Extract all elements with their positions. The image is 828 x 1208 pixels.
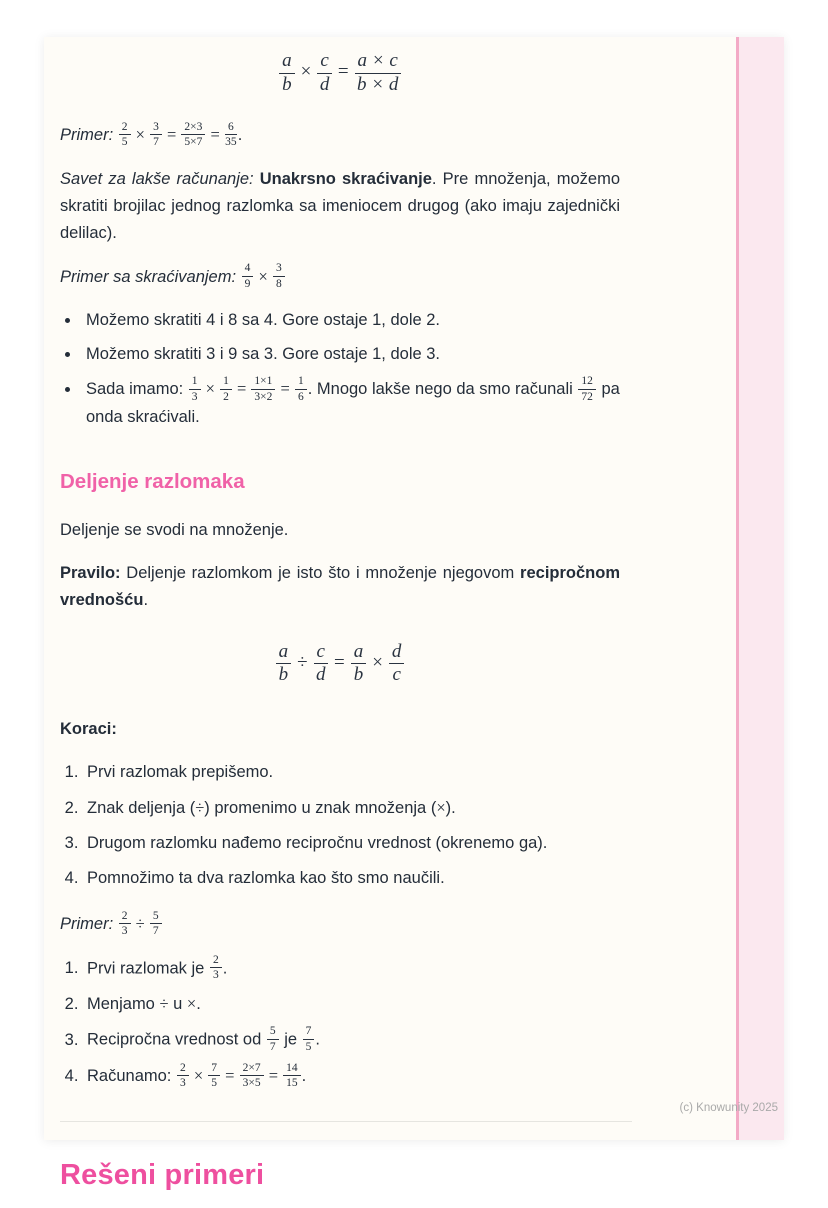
paragraph-deljenje-intro: Deljenje se svodi na množenje. xyxy=(60,520,289,539)
paragraph-pravilo xyxy=(60,560,620,614)
fraction: $\frac{7}{5}$ xyxy=(208,1062,220,1090)
fraction: $\frac{a}{b}$ xyxy=(351,642,367,686)
paragraph-savet-cross-cancel xyxy=(60,166,620,247)
text-run: × xyxy=(436,797,446,817)
list-item xyxy=(81,375,620,431)
text-run: Recipročna vrednost od xyxy=(87,1030,266,1049)
copyright-watermark: (c) Knowunity 2025 xyxy=(679,1102,778,1114)
list-item xyxy=(83,955,620,983)
text-run: u xyxy=(168,995,187,1014)
bullet-list-cancel-steps xyxy=(60,307,620,431)
fraction: $\frac{7}{5}$ xyxy=(303,1025,315,1053)
text-run: Deljenje razlomkom je isto što i množenje njegovom xyxy=(126,563,521,582)
list-item xyxy=(83,1026,620,1054)
text-run: recipročnom vrednošću xyxy=(60,563,620,609)
section-divider xyxy=(60,1121,632,1122)
fraction: $\frac{2}{5}$ xyxy=(119,121,131,149)
text-run: Znak deljenja ( xyxy=(87,798,196,817)
fraction: $\frac{3}{8}$ xyxy=(273,262,285,290)
fraction: $\frac{3}{7}$ xyxy=(150,121,162,149)
text-run: ÷ xyxy=(297,652,308,674)
text-run: × xyxy=(201,379,220,399)
text-run: ). xyxy=(445,798,456,817)
formula-division-rule xyxy=(60,642,620,686)
fraction: $\frac{d}{c}$ xyxy=(389,642,405,686)
text-run: Pravilo: xyxy=(60,563,127,582)
text-run: . xyxy=(222,958,228,977)
fraction: $\frac{1}{3}$ xyxy=(189,375,201,403)
text-run: Unakrsno skraćivanje xyxy=(259,169,432,188)
label-koraci: Koraci: xyxy=(60,719,117,738)
text-run: = xyxy=(276,379,294,399)
text-run: Savet za lakše računanje: xyxy=(60,169,260,188)
text-run: . xyxy=(237,126,243,145)
list-item xyxy=(83,759,620,786)
text-run: Pomnožimo ta dva razlomka kao što smo naučili. xyxy=(87,868,445,887)
fraction: $\frac{1}{2}$ xyxy=(220,375,232,403)
fraction: $\frac{2\times 3}{5\times 7}$ xyxy=(181,121,205,149)
text-run: × xyxy=(189,1066,208,1086)
paragraph-primer-cancel xyxy=(60,263,620,292)
text-run: . Mnogo lakše nego da smo računali xyxy=(307,380,578,399)
text-run: ÷ xyxy=(195,797,205,817)
text-run: je xyxy=(279,1030,302,1049)
text-run: Računamo: xyxy=(87,1067,176,1086)
fraction: $\frac{a \times c}{b \times d}$ xyxy=(355,51,401,95)
text-run: Primer: xyxy=(60,126,118,145)
list-item xyxy=(81,341,620,368)
text-run: = xyxy=(232,379,251,399)
ordered-list-division-steps xyxy=(60,759,620,892)
list-item xyxy=(83,990,620,1018)
ordered-list-division-example xyxy=(60,955,620,1091)
text-run: = xyxy=(206,125,224,145)
text-run: Drugom razlomku nađemo recipročnu vrednost (okrenemo ga). xyxy=(87,833,548,852)
text-run: × xyxy=(186,994,197,1014)
fraction: $\frac{2\times 7}{3\times 5}$ xyxy=(240,1062,264,1090)
text-run: × xyxy=(300,61,312,83)
text-run: = xyxy=(264,1066,283,1086)
document-page xyxy=(44,37,784,1191)
text-run: Prvi razlomak je xyxy=(87,958,209,977)
text-run: × xyxy=(131,125,150,145)
list-item xyxy=(83,830,620,857)
fraction: $\frac{a}{b}$ xyxy=(276,642,292,686)
text-run: × xyxy=(254,266,272,286)
fraction: $\frac{4}{9}$ xyxy=(242,262,254,290)
text-run: Možemo skratiti 3 i 9 sa 3. Gore ostaje 1, dole 3. xyxy=(86,345,441,364)
text-run: . Pre množenja, možemo skratiti brojilac jednog razlomka sa imeniocem drugog (ako imaju zajednički delilac). xyxy=(60,169,621,242)
list-item xyxy=(83,865,620,892)
text-run: = xyxy=(221,1066,239,1086)
list-item xyxy=(83,794,620,822)
text-run: . xyxy=(315,1030,320,1049)
formula-multiplication-rule xyxy=(60,51,620,95)
fraction: $\frac{14}{15}$ xyxy=(283,1062,301,1090)
text-run: Menjamo xyxy=(87,995,160,1014)
text-run: . xyxy=(301,1067,307,1086)
text-run: = xyxy=(162,125,181,145)
text-run: Prvi razlomak prepišemo. xyxy=(87,762,274,781)
text-run: pa onda skraćivali. xyxy=(86,380,620,426)
fraction: $\frac{1}{6}$ xyxy=(295,375,307,403)
fraction: $\frac{c}{d}$ xyxy=(317,51,331,95)
list-item xyxy=(83,1062,620,1091)
text-run: = xyxy=(333,652,345,674)
text-run: Primer sa skraćivanjem: xyxy=(60,267,241,286)
list-item xyxy=(81,307,620,334)
fraction: $\frac{5}{7}$ xyxy=(267,1025,279,1053)
text-run: ÷ xyxy=(159,994,169,1014)
paragraph-primer-division xyxy=(60,910,620,939)
fraction: $\frac{c}{d}$ xyxy=(314,642,328,686)
text-run: Primer: xyxy=(60,914,118,933)
fraction: $\frac{6}{35}$ xyxy=(225,120,237,149)
page-edge-stripe xyxy=(736,37,784,1140)
fraction: $\frac{1\times 1}{3\times 2}$ xyxy=(251,375,275,403)
fraction: $\frac{12}{72}$ xyxy=(578,375,596,403)
text-run: . xyxy=(196,995,201,1014)
text-run: ÷ xyxy=(131,913,149,933)
fraction: $\frac{2}{3}$ xyxy=(119,910,131,938)
text-run: Možemo skratiti 4 i 8 sa 4. Gore ostaje 1, dole 2. xyxy=(86,311,441,330)
section-heading-deljenje: Deljenje razlomaka xyxy=(60,469,245,493)
text-run: × xyxy=(372,652,383,674)
fraction: $\frac{5}{7}$ xyxy=(150,910,162,938)
text-run: ) promenimo u znak množenja ( xyxy=(204,798,437,817)
fraction: $\frac{a}{b}$ xyxy=(279,51,295,95)
text-run: Sada imamo: xyxy=(86,380,188,399)
text-run: = xyxy=(337,61,349,83)
paragraph-primer-multiplication xyxy=(60,121,620,150)
fraction: $\frac{2}{3}$ xyxy=(177,1062,189,1090)
text-run: . xyxy=(143,590,149,609)
section-heading-reseni-primeri: Rešeni primeri xyxy=(60,1158,265,1191)
fraction: $\frac{2}{3}$ xyxy=(210,954,222,982)
document-content xyxy=(44,37,620,1199)
